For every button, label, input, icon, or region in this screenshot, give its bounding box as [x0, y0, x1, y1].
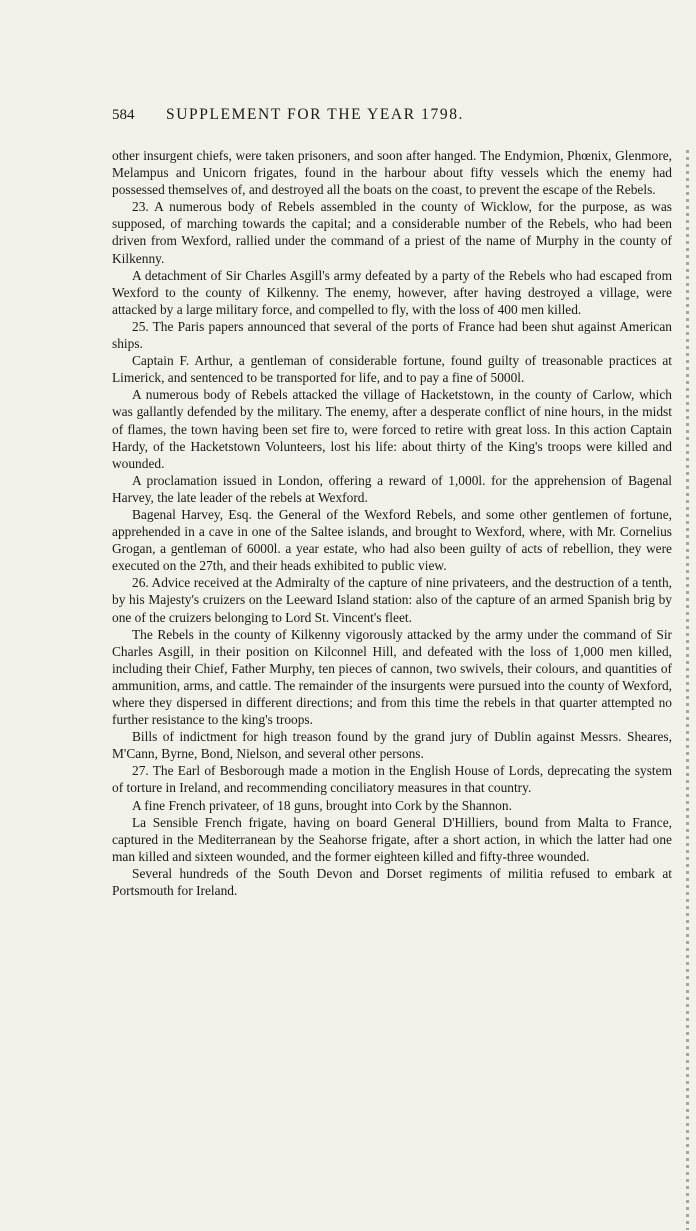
paragraph: A numerous body of Rebels attacked the village of Hacketstown, in the county of Carlow, which was gallantly defended by the military. The enemy, after a desperate conflict of nine hours, in the midst of flames, the town having been set fire to, were forced to retire with great loss. In this action Captain Hardy, of the Hacketstown Volunteers, lost his life: about thirty of the King's troops were killed and wounded. — [112, 387, 672, 471]
paragraph: other insurgent chiefs, were taken prisoners, and soon after hanged. The Endymion, Phœnix, Glenmore, Melampus and Unicorn frigates, found in the harbour about fifty vessels which the enemy had possessed themselves of, and destroyed all the boats on the coast, to prevent the escape of the Rebels. — [112, 148, 672, 198]
paragraph: La Sensible French frigate, having on board General D'Hilliers, bound from Malta to France, captured in the Mediterranean by the Seahorse frigate, after a short action, in which the latter had one man killed and sixteen wounded, and the former eighteen killed and fifty-three wounded. — [112, 814, 672, 864]
paragraph: Bills of indictment for high treason found by the grand jury of Dublin against Messrs. Sheares, M'Cann, Byrne, Bond, Nielson, and several other persons. — [112, 729, 672, 762]
page-number: 584 — [112, 107, 135, 123]
running-head: SUPPLEMENT FOR THE YEAR 1798. — [166, 106, 465, 123]
paragraph: 26. Advice received at the Admiralty of the capture of nine privateers, and the destruction of a tenth, by his Majesty's cruizers on the Leeward Island station: also of the capture of an armed Spanish brig by one of the cruizers belonging to Lord St. Vincent's fleet. — [112, 575, 672, 625]
page-header — [112, 106, 672, 124]
paragraph: A proclamation issued in London, offering a reward of 1,000l. for the apprehension of Bagenal Harvey, the late leader of the rebels at Wexford. — [112, 472, 672, 505]
paragraph: 23. A numerous body of Rebels assembled in the county of Wicklow, for the purpose, as was supposed, of marching towards the capital; and a considerable number of the Rebels, who had been driven from Wexford, rallied under the command of a priest of the name of Murphy in the county of Kilkenny. — [112, 199, 672, 266]
paragraph: Bagenal Harvey, Esq. the General of the Wexford Rebels, and some other gentlemen of fortune, apprehended in a cave in one of the Saltee islands, and brought to Wexford, where, with Mr. Cornelius Grogan, a gentleman of 6000l. a year estate, who had also been guilty of acts of rebellion, they were executed on the 27th, and their heads exhibited to public view. — [112, 506, 672, 574]
paragraph: The Rebels in the county of Kilkenny vigorously attacked by the army under the command of Sir Charles Asgill, in their position on Kilconnel Hill, and defeated with the loss of 1,000 men killed, including their Chief, Father Murphy, ten pieces of cannon, two swivels, their colours, and quantities of ammunition, arms, and cattle. The remainder of the insurgents were pursued into the county of Wexford, where they dispersed in different directions; and from this time the rebels in that quarter attempted no further resistance to the king's troops. — [112, 626, 672, 728]
paragraph: Several hundreds of the South Devon and Dorset regiments of militia refused to embark at Portsmouth for Ireland. — [112, 865, 672, 899]
body-text — [112, 147, 672, 899]
paragraph: 25. The Paris papers announced that several of the ports of France had been shut against American ships. — [112, 318, 672, 352]
paragraph: Captain F. Arthur, a gentleman of considerable fortune, found guilty of treasonable practices at Limerick, and sentenced to be transported for life, and to pay a fine of 5000l. — [112, 353, 672, 386]
paragraph: 27. The Earl of Besborough made a motion in the English House of Lords, deprecating the system of torture in Ireland, and recommending conciliatory measures in that country. — [112, 763, 672, 796]
gutter-edge — [686, 150, 689, 1230]
paragraph: A fine French privateer, of 18 guns, brought into Cork by the Shannon. — [132, 797, 512, 813]
paragraph: A detachment of Sir Charles Asgill's army defeated by a party of the Rebels who had escaped from Wexford to the county of Kilkenny. The enemy, however, after having destroyed a village, were attacked by a large military force, and compelled to fly, with the loss of 400 men killed. — [112, 267, 672, 317]
